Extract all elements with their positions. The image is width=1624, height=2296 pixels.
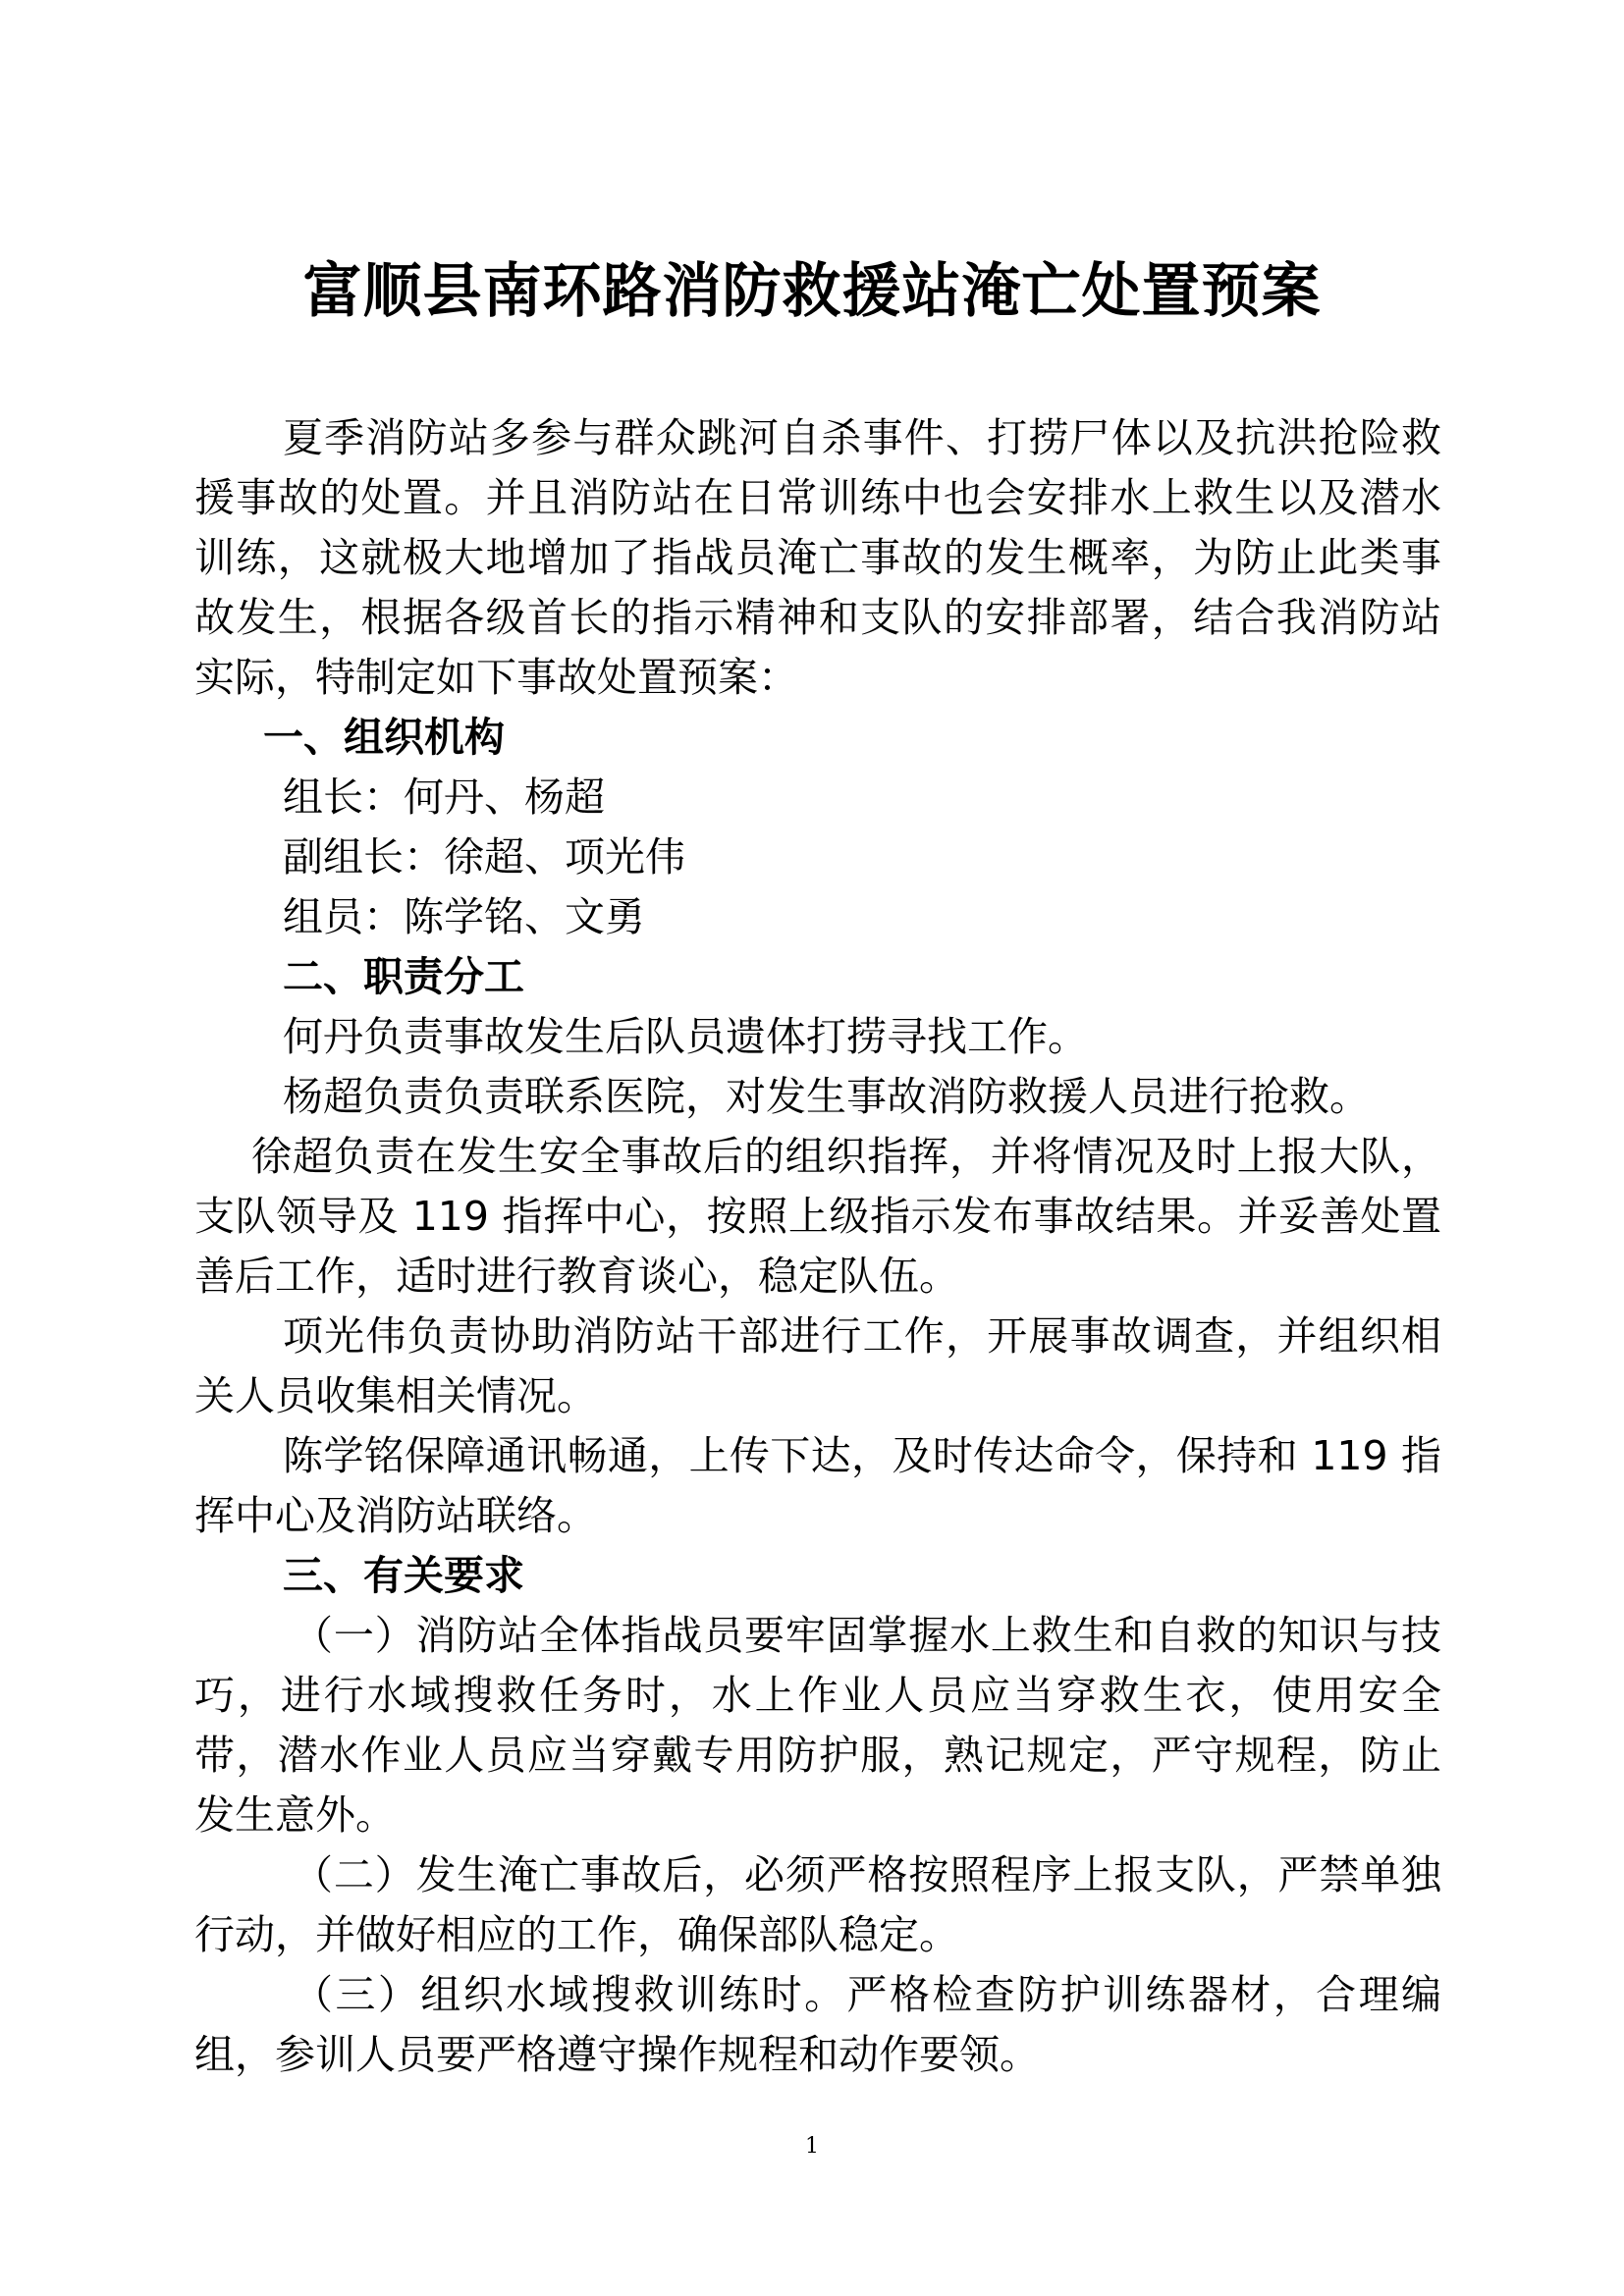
requirement-paragraph: （二）发生淹亡事故后，必须严格按照程序上报支队，严禁单独行动，并做好相应的工作，确保部队稳定。 <box>194 1851 1441 1958</box>
intro-paragraph: 夏季消防站多参与群众跳河自杀事件、打捞尸体以及抗洪抢险救援事故的处置。并且消防站在日常训练中也会安排水上救生以及潜水训练，这就极大地增加了指战员淹亡事故的发生概率，为防止此类事故发生，根据各级首长的指示精神和支队的安排部署，结合我消防站实际，特制定如下事故处置预案： <box>194 414 1441 701</box>
deputy-leader-line: 副组长：徐超、项光伟 <box>283 833 685 881</box>
duty-paragraph: 何丹负责事故发生后队员遗体打捞寻找工作。 <box>283 1013 1088 1060</box>
requirement-paragraph: （一）消防站全体指战员要牢固掌握水上救生和自救的知识与技巧，进行水域搜救任务时，水上作业人员应当穿救生衣，使用安全带，潜水作业人员应当穿戴专用防护服，熟记规定，严守规程，防止发生意外。 <box>194 1612 1441 1839</box>
section-heading-organization: 一、组织机构 <box>263 714 505 761</box>
members-line: 组员：陈学铭、文勇 <box>283 893 645 940</box>
leader-line: 组长：何丹、杨超 <box>283 774 605 821</box>
page-number: 1 <box>805 2134 819 2159</box>
section-heading-duties: 二、职责分工 <box>283 953 524 1000</box>
document-body <box>194 408 1441 2085</box>
duty-paragraph: 项光伟负责协助消防站干部进行工作，开展事故调查，并组织相关人员收集相关情况。 <box>194 1312 1441 1419</box>
duty-paragraph: 陈学铭保障通讯畅通，上传下达，及时传达命令，保持和 119 指挥中心及消防站联络。 <box>194 1432 1441 1539</box>
requirement-paragraph: （三）组织水域搜救训练时。严格检查防护训练器材，合理编组，参训人员要严格遵守操作规程和动作要领。 <box>194 1971 1441 2078</box>
section-heading-requirements: 三、有关要求 <box>283 1552 524 1599</box>
duty-paragraph: 徐超负责在发生安全事故后的组织指挥，并将情况及时上报大队，支队领导及 119 指挥中心，按照上级指示发布事故结果。并妥善处置善后工作，适时进行教育谈心，稳定队伍。 <box>194 1133 1441 1300</box>
document-title: 富顺县南环路消防救援站淹亡处置预案 <box>302 257 1322 326</box>
duty-paragraph: 杨超负责负责联系医院，对发生事故消防救援人员进行抢救。 <box>283 1073 1370 1120</box>
